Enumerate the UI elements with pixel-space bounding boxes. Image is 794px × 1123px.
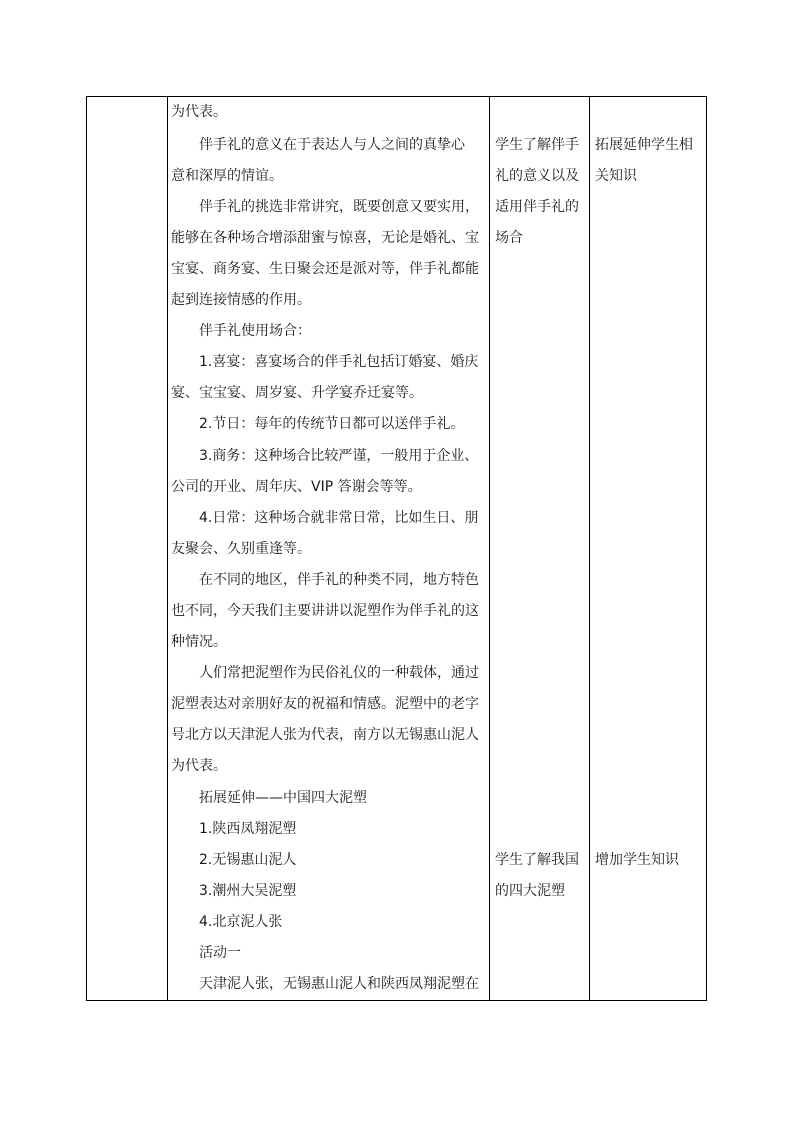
column-divider-2	[489, 97, 490, 1000]
content-line: 1.喜宴：喜宴场合的伴手礼包括订婚宴、婚庆	[199, 354, 479, 370]
content-line: 宝宴、商务宴、生日聚会还是派对等，伴手礼都能	[171, 261, 479, 277]
student-line: 适用伴手礼的	[495, 199, 579, 215]
content-line: 为代表。	[171, 104, 227, 120]
content-line: 伴手礼的意义在于表达人与人之间的真挚心	[199, 137, 465, 153]
content-line: 天津泥人张，无锡惠山泥人和陕西凤翔泥塑在	[199, 976, 479, 992]
content-line: 意和深厚的情谊。	[171, 168, 283, 184]
content-line: 也不同，今天我们主要讲讲以泥塑作为伴手礼的这	[171, 603, 479, 619]
student-line: 场合	[495, 230, 523, 246]
content-line: 伴手礼使用场合：	[199, 323, 311, 339]
content-line: 能够在各种场合增添甜蜜与惊喜，无论是婚礼、宝	[171, 230, 479, 246]
content-line: 拓展延伸——中国四大泥塑	[199, 790, 367, 806]
content-line: 友聚会、久别重逢等。	[171, 541, 311, 557]
content-line: 种情况。	[171, 634, 227, 650]
student-line: 的四大泥塑	[495, 883, 565, 899]
content-line: 3.潮州大吴泥塑	[199, 883, 297, 899]
content-line: 人们常把泥塑作为民俗礼仪的一种载体，通过	[199, 665, 479, 681]
purpose-line: 增加学生知识	[595, 852, 679, 868]
content-line: 4.北京泥人张	[199, 914, 283, 930]
content-line: 2.无锡惠山泥人	[199, 852, 297, 868]
student-line: 学生了解伴手	[495, 137, 579, 153]
student-line: 礼的意义以及	[495, 168, 579, 184]
content-line: 公司的开业、周年庆、VIP 答谢会等等。	[171, 479, 422, 495]
purpose-line: 拓展延伸学生相	[595, 137, 693, 153]
content-line: 2.节日：每年的传统节日都可以送伴手礼。	[199, 416, 465, 432]
content-line: 在不同的地区，伴手礼的种类不同，地方特色	[199, 572, 479, 588]
column-divider-3	[589, 97, 590, 1000]
student-line: 学生了解我国	[495, 852, 579, 868]
content-line: 号北方以天津泥人张为代表，南方以无锡惠山泥人	[171, 727, 479, 743]
content-line: 为代表。	[171, 758, 227, 774]
content-line: 宴、宝宝宴、周岁宴、升学宴乔迁宴等。	[171, 385, 423, 401]
lesson-table	[86, 96, 707, 1001]
content-line: 3.商务：这种场合比较严谨，一般用于企业、	[199, 448, 479, 464]
content-line: 活动一	[199, 945, 241, 961]
content-line: 伴手礼的挑选非常讲究，既要创意又要实用，	[199, 199, 479, 215]
content-line: 4.日常：这种场合就非常日常，比如生日、朋	[199, 510, 479, 526]
content-line: 1.陕西凤翔泥塑	[199, 821, 297, 837]
content-line: 起到连接情感的作用。	[171, 292, 311, 308]
purpose-line: 关知识	[595, 168, 637, 184]
content-line: 泥塑表达对亲朋好友的祝福和情感。泥塑中的老字	[171, 696, 479, 712]
column-divider-1	[167, 97, 168, 1000]
